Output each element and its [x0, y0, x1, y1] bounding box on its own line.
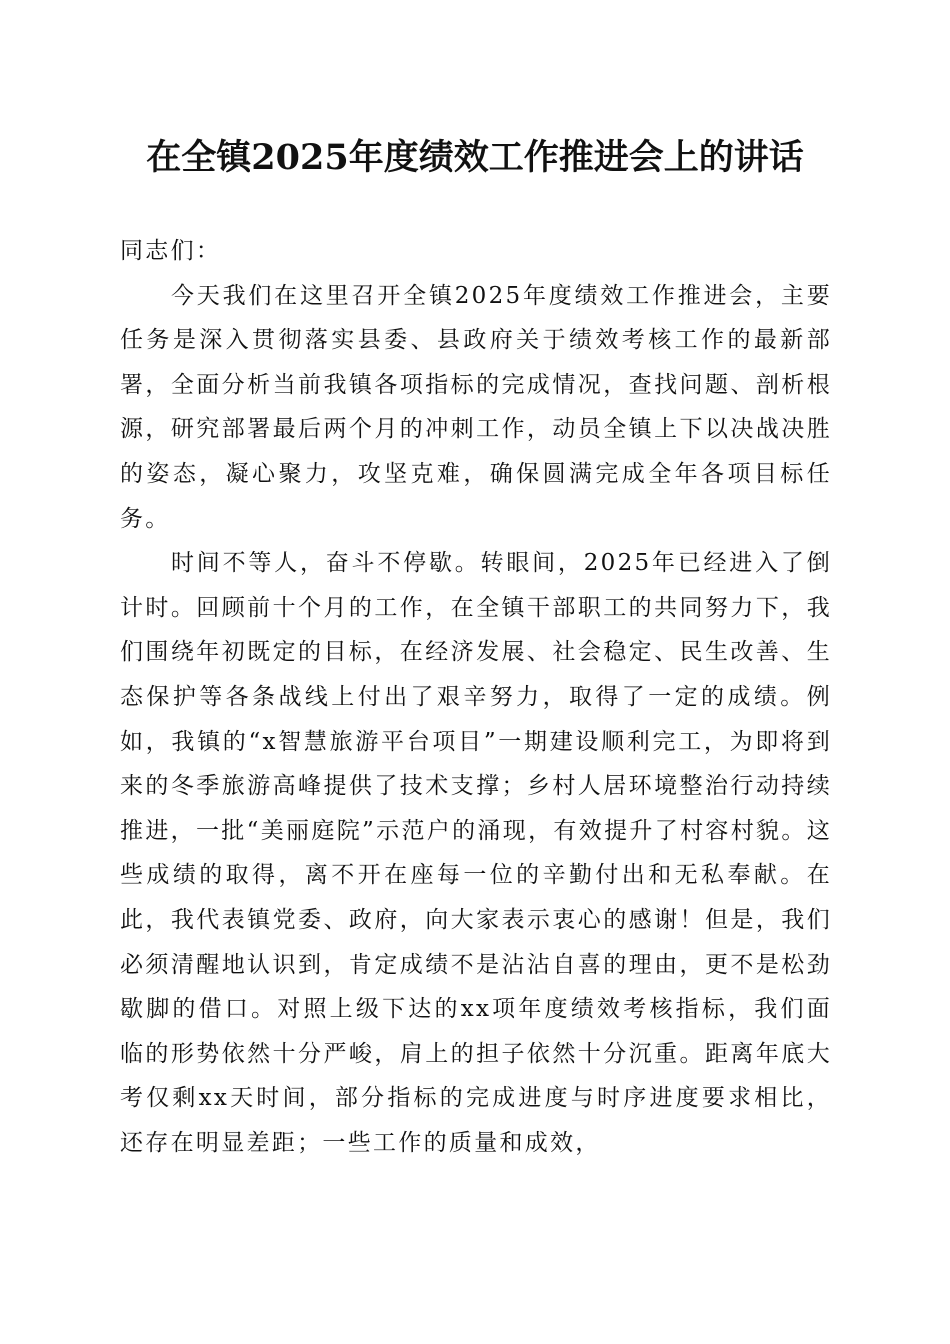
- paragraph-review: 时间不等人，奋斗不停歇。转眼间，2025年已经进入了倒计时。回顾前十个月的工作，在全镇干部职工的共同努力下，我们围绕年初既定的目标，在经济发展、社会稳定、民生改善、生态保护等各条战线上付出了艰辛努力，取得了一定的成绩。例如，我镇的“x智慧旅游平台项目”一期建设顺利完工，为即将到来的冬季旅游高峰提供了技术支撑；乡村人居环境整治行动持续推进，一批“美丽庭院”示范户的涌现，有效提升了村容村貌。这些成绩的取得，离不开在座每一位的辛勤付出和无私奉献。在此，我代表镇党委、政府，向大家表示衷心的感谢！但是，我们必须清醒地认识到，肯定成绩不是沾沾自喜的理由，更不是松劲歇脚的借口。对照上级下达的xx项年度绩效考核指标，我们面临的形势依然十分严峻，肩上的担子依然十分沉重。距离年底大考仅剩xx天时间，部分指标的完成进度与时序进度要求相比，还存在明显差距；一些工作的质量和成效，: [120, 550, 832, 1156]
- salutation: 同志们：: [120, 238, 222, 264]
- document-title: 在全镇2025年度绩效工作推进会上的讲话: [146, 137, 804, 178]
- paragraph-intro: 今天我们在这里召开全镇2025年度绩效工作推进会，主要任务是深入贯彻落实县委、县政府关于绩效考核工作的最新部署，全面分析当前我镇各项指标的完成情况，查找问题、剖析根源，研究部署最后两个月的冲刺工作，动员全镇上下以决战决胜的姿态，凝心聚力，攻坚克难，确保圆满完成全年各项目标任务。: [120, 282, 832, 532]
- document-body: [120, 229, 832, 1165]
